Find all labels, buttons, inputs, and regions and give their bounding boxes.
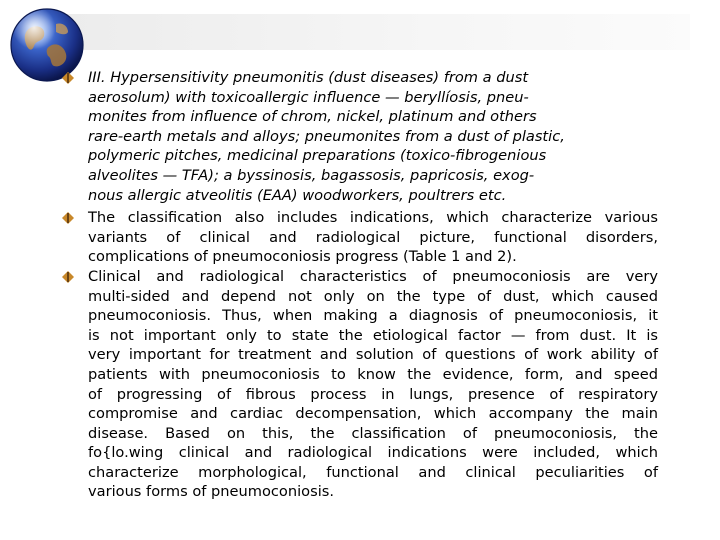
text-line: various forms of pneumoconiosis. [88,483,334,501]
text-line: alveolites — TFA); a byssinosis, bagassosis, papricosis, exog- [88,166,535,184]
text-line: pneumoconiosis. Thus, when making a diagnosis of pneumoconiosis, it [88,307,658,325]
text-line: polymeric pitches, medicinal preparations (toxico-fibrogenious [88,147,547,165]
text-line: characterize morphological, functional and clinical peculiarities of [88,463,658,481]
text-line: rare-earth metals and alloys; pneumonites from a dust of plastic, [88,127,565,145]
text-line: is not important only to state the etiological factor — from dust. It is [88,326,658,344]
paragraph-classification [62,208,658,267]
text-line: The classification also includes indications, which characterize various [88,209,658,227]
paragraph-hypersensitivity [62,68,658,205]
text-line: Clinical and radiological characteristics of pneumoconiosis are very [88,267,658,285]
text-line: of progressing of fibrous process in lungs, presence of respiratory [88,385,658,403]
text-line: variants of clinical and radiological picture, functional disorders, [88,228,658,246]
paragraph-clinical-characteristics [62,267,658,502]
header-band [60,14,690,50]
text-line: disease. Based on this, the classification of pneumoconiosis, the [88,424,658,442]
text-line: multi-sided and depend not only on the type of dust, which caused [88,287,658,305]
text-line: complications of pneumoconiosis progress (Table 1 and 2). [88,248,517,266]
slide-content [62,68,658,502]
diamond-bullet-icon [62,72,74,84]
text-line: nous allergic atveolitis (EAA) woodworkers, poultrers etc. [88,186,507,204]
text-line: III. Hypersensitivity pneumonitis (dust diseases) from a dust [88,69,529,86]
text-line: aerosolum) with toxicoallergic influence — beryllíosis, pneu- [88,88,529,106]
diamond-bullet-icon [62,271,74,283]
text-line: compromise and cardiac decompensation, which accompany the main [88,405,658,423]
text-line: very important for treatment and solution of questions of work ability of [88,346,658,364]
text-line: monites from influence of chrom, nickel, platinum and others [88,108,537,126]
text-line: patients with pneumoconiosis to know the evidence, form, and speed [88,365,658,383]
text-line: fo{lo.wing clinical and radiological indications were included, which [88,444,658,462]
diamond-bullet-icon [62,212,74,224]
